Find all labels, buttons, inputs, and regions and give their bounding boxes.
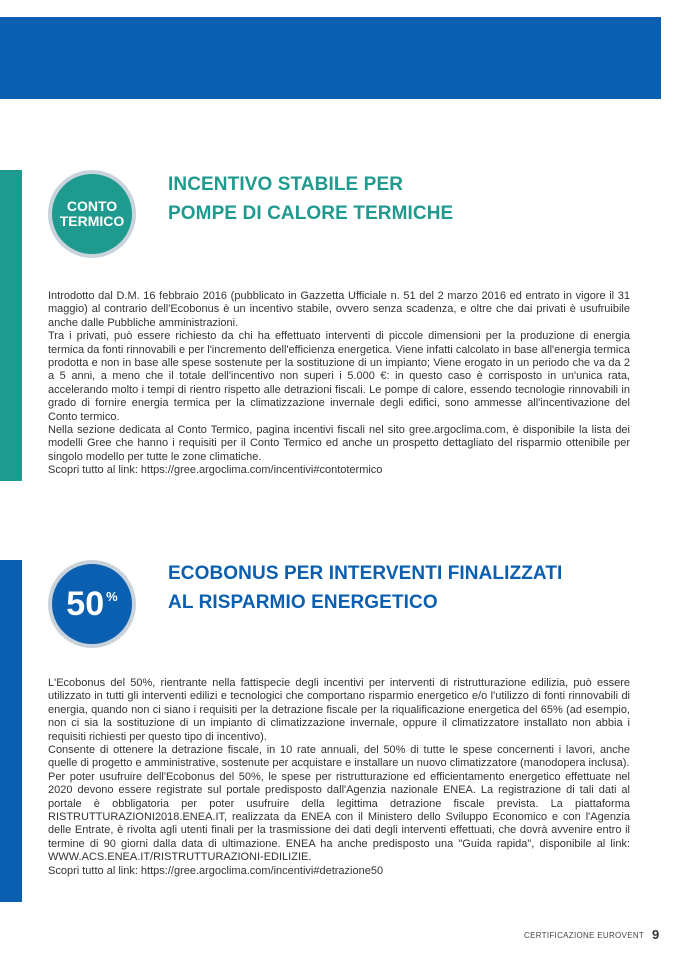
conto-termico-badge xyxy=(48,170,136,258)
section2-title-line-1: ECOBONUS PER INTERVENTI FINALIZZATI xyxy=(168,563,563,584)
section1-paragraph-2: Tra i privati, può essere richiesto da chi ha effettuato interventi di piccole dimensioni per la produzione di energia termica da fonti rinnovabili e per l'incremento dell'efficienza energetica. Viene infatti calcolato in base all'energia termica prodotta e non in base alle spese sostenute per la sostituzione di un impianto; Viene erogato in un periodo che va da 2 a 5 anni, a meno che il totale dell'incentivo non superi i 5.000 €: in questo caso è corrisposto in un'unica rata, accelerando molto i tempi di rientro rispetto alle detrazioni fiscali. Le pompe di calore, essendo tecnologie rinnovabili in grado di fornire energia termica per la climatizzazione invernale degli edifici, sono ammesse all'incentivazione del Conto termico. xyxy=(48,330,630,423)
section2-paragraph-2: Consente di ottenere la detrazione fiscale, in 10 rate annuali, del 50% di tutte le spese concernenti i lavori, anche quelle di progetto e amministrative, sostenute per acquistare e installare un nuovo climatizzatore (manodopera inclusa). xyxy=(48,744,630,770)
section2-accent-bar xyxy=(0,560,22,902)
section2-paragraph-1: L'Ecobonus del 50%, rientrante nella fattispecie degli incentivi per interventi di ristrutturazione edilizia, può essere utilizzato in tutti gli interventi edilizi e tecnologici che comportano risparmio energetico e/o l'utilizzo di fonti rinnovabili di energia, quando non ci siano i requisiti per la detrazione fiscale per la riqualificazione energetica del 65% (ad esempio, non ci sia la sostituzione di un impianto di climatizzazione invernale, oppure il climatizzatore installato non abbia i requisiti richiesti per questo tipo di incentivo). xyxy=(48,677,630,743)
header-band xyxy=(0,17,661,99)
badge-number: 50 xyxy=(66,585,105,623)
section1-title-line-2: POMPE DI CALORE TERMICHE xyxy=(168,203,454,224)
section2-paragraph-3: Per poter usufruire dell'Ecobonus del 50%, le spese per ristrutturazione ed efficientamento energetico effettuate nel 2020 devono essere registrate sul portale predisposto dall'Agenzia nazionale ENEA. La registrazione di tali dati al portale è obbligatoria per poter usufruire della legittima detrazione fiscale prevista. La piattaforma RISTRUTTURAZIONI2018.ENEA.IT, realizzata da ENEA con il Ministero dello Sviluppo Economico e con l'Agenzia delle Entrate, è rivolta agli utenti finali per la trasmissione dei dati degli interventi effettuati, che dovrà avvenire entro il termine di 90 giorni dalla data di ultimazione. ENEA ha anche predisposto una "Guida rapida", disponibile al link: WWW.ACS.ENEA.IT/RISTRUTTURAZIONI-EDILIZIE. xyxy=(48,770,630,864)
section1-body xyxy=(48,290,630,478)
badge-line-1: CONTO xyxy=(66,198,118,214)
section1-paragraph-1: Introdotto dal D.M. 16 febbraio 2016 (pubblicato in Gazzetta Ufficiale n. 51 del 2 marzo 2016 ed entrato in vigore il 31 maggio) al contrario dell'Ecobonus è un incentivo stabile, ovvero senza scadenza, e oltre che dai privati è usufruibile anche dalle Pubbliche amministrazioni. xyxy=(48,290,630,329)
section1-paragraph-3: Nella sezione dedicata al Conto Termico, pagina incentivi fiscali nel sito gree.argoclima.com, è disponibile la lista dei modelli Gree che hanno i requisiti per il Conto Termico ed anche un prospetto dettagliato del risparmio ottenibile per singolo modello per tutte le zone climatiche. xyxy=(48,424,630,463)
badge-line-2: TERMICO xyxy=(59,213,125,229)
section2-link-line[interactable]: Scopri tutto al link: https://gree.argoclima.com/incentivi#detrazione50 xyxy=(48,864,384,877)
section1-title xyxy=(168,170,453,228)
fifty-percent-badge xyxy=(48,560,136,648)
page-number: 9 xyxy=(652,927,660,942)
section2-title xyxy=(168,559,562,617)
percent-symbol: % xyxy=(106,589,118,604)
footer-label: CERTIFICAZIONE EUROVENT xyxy=(524,931,645,940)
section2-body xyxy=(48,677,630,878)
section1-link-line[interactable]: Scopri tutto al link: https://gree.argoclima.com/incentivi#contotermico xyxy=(48,464,383,477)
section1-accent-bar xyxy=(0,170,22,481)
section2-title-line-2: AL RISPARMIO ENERGETICO xyxy=(168,592,438,613)
section1-title-line-1: INCENTIVO STABILE PER xyxy=(168,174,404,195)
